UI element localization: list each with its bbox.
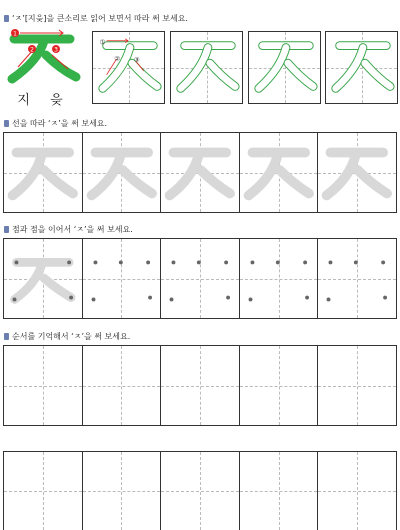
blank-cell[interactable] — [83, 346, 162, 425]
blank-cell[interactable] — [318, 346, 396, 425]
dots-icon — [83, 239, 161, 318]
dots-icon — [318, 239, 396, 318]
gray-jieut-icon — [83, 133, 161, 212]
demo-cell[interactable] — [248, 31, 321, 104]
jieut-outline-icon — [326, 32, 397, 103]
gray-jieut-icon — [318, 133, 396, 212]
svg-text:③: ③ — [133, 56, 140, 65]
dots-cell[interactable] — [240, 239, 319, 318]
blank-cell[interactable] — [4, 346, 83, 425]
dots-grid — [3, 238, 397, 319]
instruction-read-aloud — [4, 14, 188, 24]
gray-jieut-icon — [4, 133, 82, 212]
dots-icon — [240, 239, 318, 318]
bullet-marker-icon — [4, 226, 9, 233]
demo-cell[interactable] — [325, 31, 398, 104]
trace-cell[interactable] — [83, 133, 162, 212]
demo-cell-order[interactable] — [92, 31, 165, 104]
instruction-text: ‘ㅈ’[지읒]을 큰소리로 읽어 보면서 따라 써 보세요. — [12, 14, 188, 23]
jieut-outline-icon — [249, 32, 320, 103]
gray-jieut-with-dots-icon — [4, 239, 82, 318]
blank-cell[interactable] — [240, 346, 319, 425]
instruction-text: 선을 따라 ‘ㅈ’을 써 보세요. — [12, 119, 108, 128]
letter-name: 지 읒 — [17, 93, 71, 108]
instruction-text: 순서를 기억해서 ‘ㅈ’을 써 보세요. — [12, 332, 131, 341]
trace-cell[interactable] — [318, 133, 396, 212]
blank-cell[interactable] — [240, 452, 319, 530]
instruction-trace-line — [4, 119, 107, 129]
blank-cell[interactable] — [161, 452, 240, 530]
instruction-from-memory — [4, 332, 130, 342]
bullet-marker-icon — [4, 120, 9, 127]
blank-cell[interactable] — [161, 346, 240, 425]
svg-text:1: 1 — [13, 30, 17, 38]
blank-cell[interactable] — [318, 452, 396, 530]
blank-cell[interactable] — [83, 452, 162, 530]
bullet-marker-icon — [4, 333, 9, 340]
blank-grid-2 — [3, 451, 397, 530]
demo-cell[interactable] — [170, 31, 243, 104]
instruction-connect-dots — [4, 225, 133, 235]
gray-jieut-icon — [161, 133, 239, 212]
dots-cell[interactable] — [318, 239, 396, 318]
dots-cell[interactable] — [83, 239, 162, 318]
blank-cell[interactable] — [4, 452, 83, 530]
gray-jieut-icon — [240, 133, 318, 212]
instruction-text: 점과 점을 이어서 ‘ㅈ’을 써 보세요. — [12, 225, 133, 234]
hero-jieut-icon — [4, 27, 84, 89]
jieut-outline-with-order-icon — [93, 32, 164, 103]
trace-cell[interactable] — [161, 133, 240, 212]
dots-cell[interactable] — [161, 239, 240, 318]
svg-text:①: ① — [99, 38, 106, 47]
trace-cell[interactable] — [4, 133, 83, 212]
bullet-marker-icon — [4, 15, 9, 22]
svg-text:3: 3 — [54, 46, 58, 54]
dots-icon — [161, 239, 239, 318]
svg-text:2: 2 — [30, 46, 34, 54]
trace-grid — [3, 132, 397, 213]
dots-cell-example[interactable] — [4, 239, 83, 318]
jieut-outline-icon — [171, 32, 242, 103]
svg-text:②: ② — [114, 55, 121, 64]
trace-cell[interactable] — [240, 133, 319, 212]
blank-grid-1 — [3, 345, 397, 426]
